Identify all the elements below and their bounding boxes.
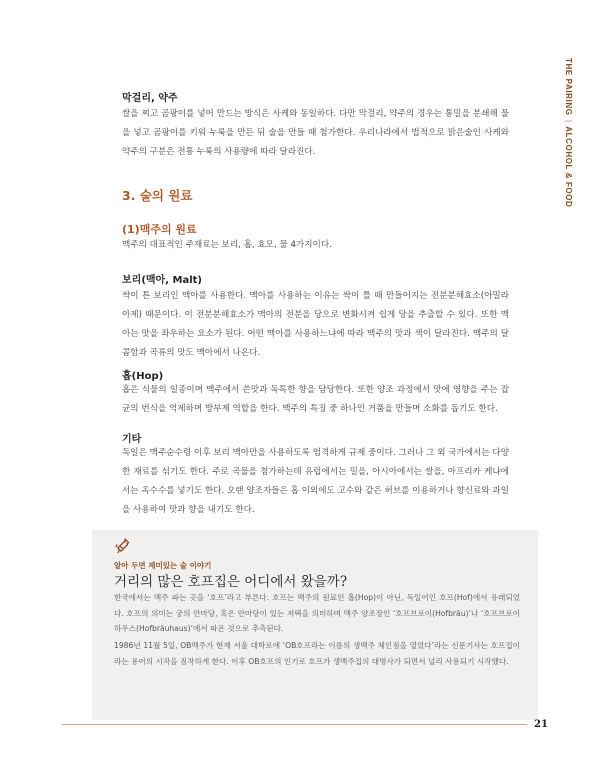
malt-heading: 보리(맥아, Malt) — [122, 275, 202, 286]
hop-body: 홉은 식물의 일종이며 맥주에서 쓴맛과 독특한 향을 담당한다. 또한 양조 과정에서 맛에 영향을 주는 잡균의 번식을 억제하며 방부제 역할을 한다. 맥주의 특징 중 하나인 거품을 만들며 소화를 돕기도 한다. — [122, 385, 509, 414]
box-paragraph-2: 1986년 11월 5일, OB맥주가 현재 서울 대학로에 ‘OB호프라는 이름의 생맥주 체인점을 열었다’라는 신문기사는 호프집이라는 용어의 시작을 짐작하게 한다. 이후 OB호프의 인기로 호프가 생맥주집의 대명사가 되면서 널리 사용되기 시작했다. — [114, 641, 520, 666]
side-label-left: THE PAIRING — [564, 58, 573, 116]
etc-body: 독일은 맥주순수령 이후 보리 맥아만을 사용하도록 엄격하게 규제 중이다. 그러나 그 외 국가에서는 다양한 재료를 섞기도 한다. 주로 곡물을 첨가하는데 유럽에서는 밀을, 아시아에서는 쌀을, 아프리카 케냐에서는 옥수수를 넣기도 한다. 오랜 양조자들은 홉 이외에도 고수와 같은 허브를 이용하거나 향신료와 과일을 사용하여 맛과 향을 내기도 한다. — [122, 448, 509, 515]
side-label-separator: | — [564, 119, 573, 123]
section-subheading: (1)맥주의 원료 — [122, 223, 197, 236]
hop-heading: 홉(Hop) — [122, 371, 164, 382]
makgeolli-heading: 막걸리, 약주 — [122, 93, 178, 104]
section-heading: 3. 술의 원료 — [122, 188, 193, 203]
makgeolli-body: 쌀을 찌고 곰팡이를 넣어 만드는 방식은 사케와 동일하다. 다만 막걸리, 약주의 경우는 통밀을 분쇄해 물을 넣고 곰팡이를 키워 누룩을 만든 뒤 술을 만들 때 첨가한다. 우리나라에서 법적으로 맑은술인 사케와 약주의 구분은 전통 누룩의 사용량에 따라 달라진다. — [122, 109, 509, 157]
etc-heading: 기타 — [122, 434, 142, 445]
beer-bottle-icon — [114, 537, 132, 555]
side-label — [559, 58, 573, 208]
section-intro: 맥주의 대표적인 주재료는 보리, 홉, 효모, 물 4가지이다. — [122, 240, 332, 250]
box-paragraph-1: 한국에서는 맥주 파는 곳을 ‘호프’라고 부른다. 호프는 맥주의 원료인 홉(Hop)이 아닌, 독일어인 호프(Hof)에서 유래되었다. 호프의 의미는 궁의 안마당, 혹은 안마당이 있는 저택을 의미하며 맥주 양조장인 ‘호프브로이(Hofbräu)’나 ‘호프브로이하우스(Hofbräuhaus)’에서 따온 것으로 추측된다. — [114, 593, 520, 634]
side-label-right: ALCOHOL & FOOD — [564, 126, 573, 208]
footer-divider — [62, 724, 527, 725]
page-number: 21 — [534, 719, 548, 730]
box-kicker: 알아 두면 재미있는 술 이야기 — [114, 561, 212, 570]
box-title: 거리의 많은 호프집은 어디에서 왔을까? — [114, 574, 348, 590]
malt-body: 싹이 튼 보리인 맥아를 사용한다. 맥아를 사용하는 이유는 싹이 틀 때 만들어지는 전분분해효소(아밀라아제) 때문이다. 이 전분분해효소가 맥아의 전분을 당으로 변화시켜 쉽게 당을 추출할 수 있다. 또한 맥아는 맛을 좌우하는 요소가 된다. 어떤 맥아를 사용하느냐에 따라 맥주의 맛과 색이 달라진다. 맥주의 달콤함과 곡류의 맛도 맥아에서 나온다. — [122, 291, 509, 358]
